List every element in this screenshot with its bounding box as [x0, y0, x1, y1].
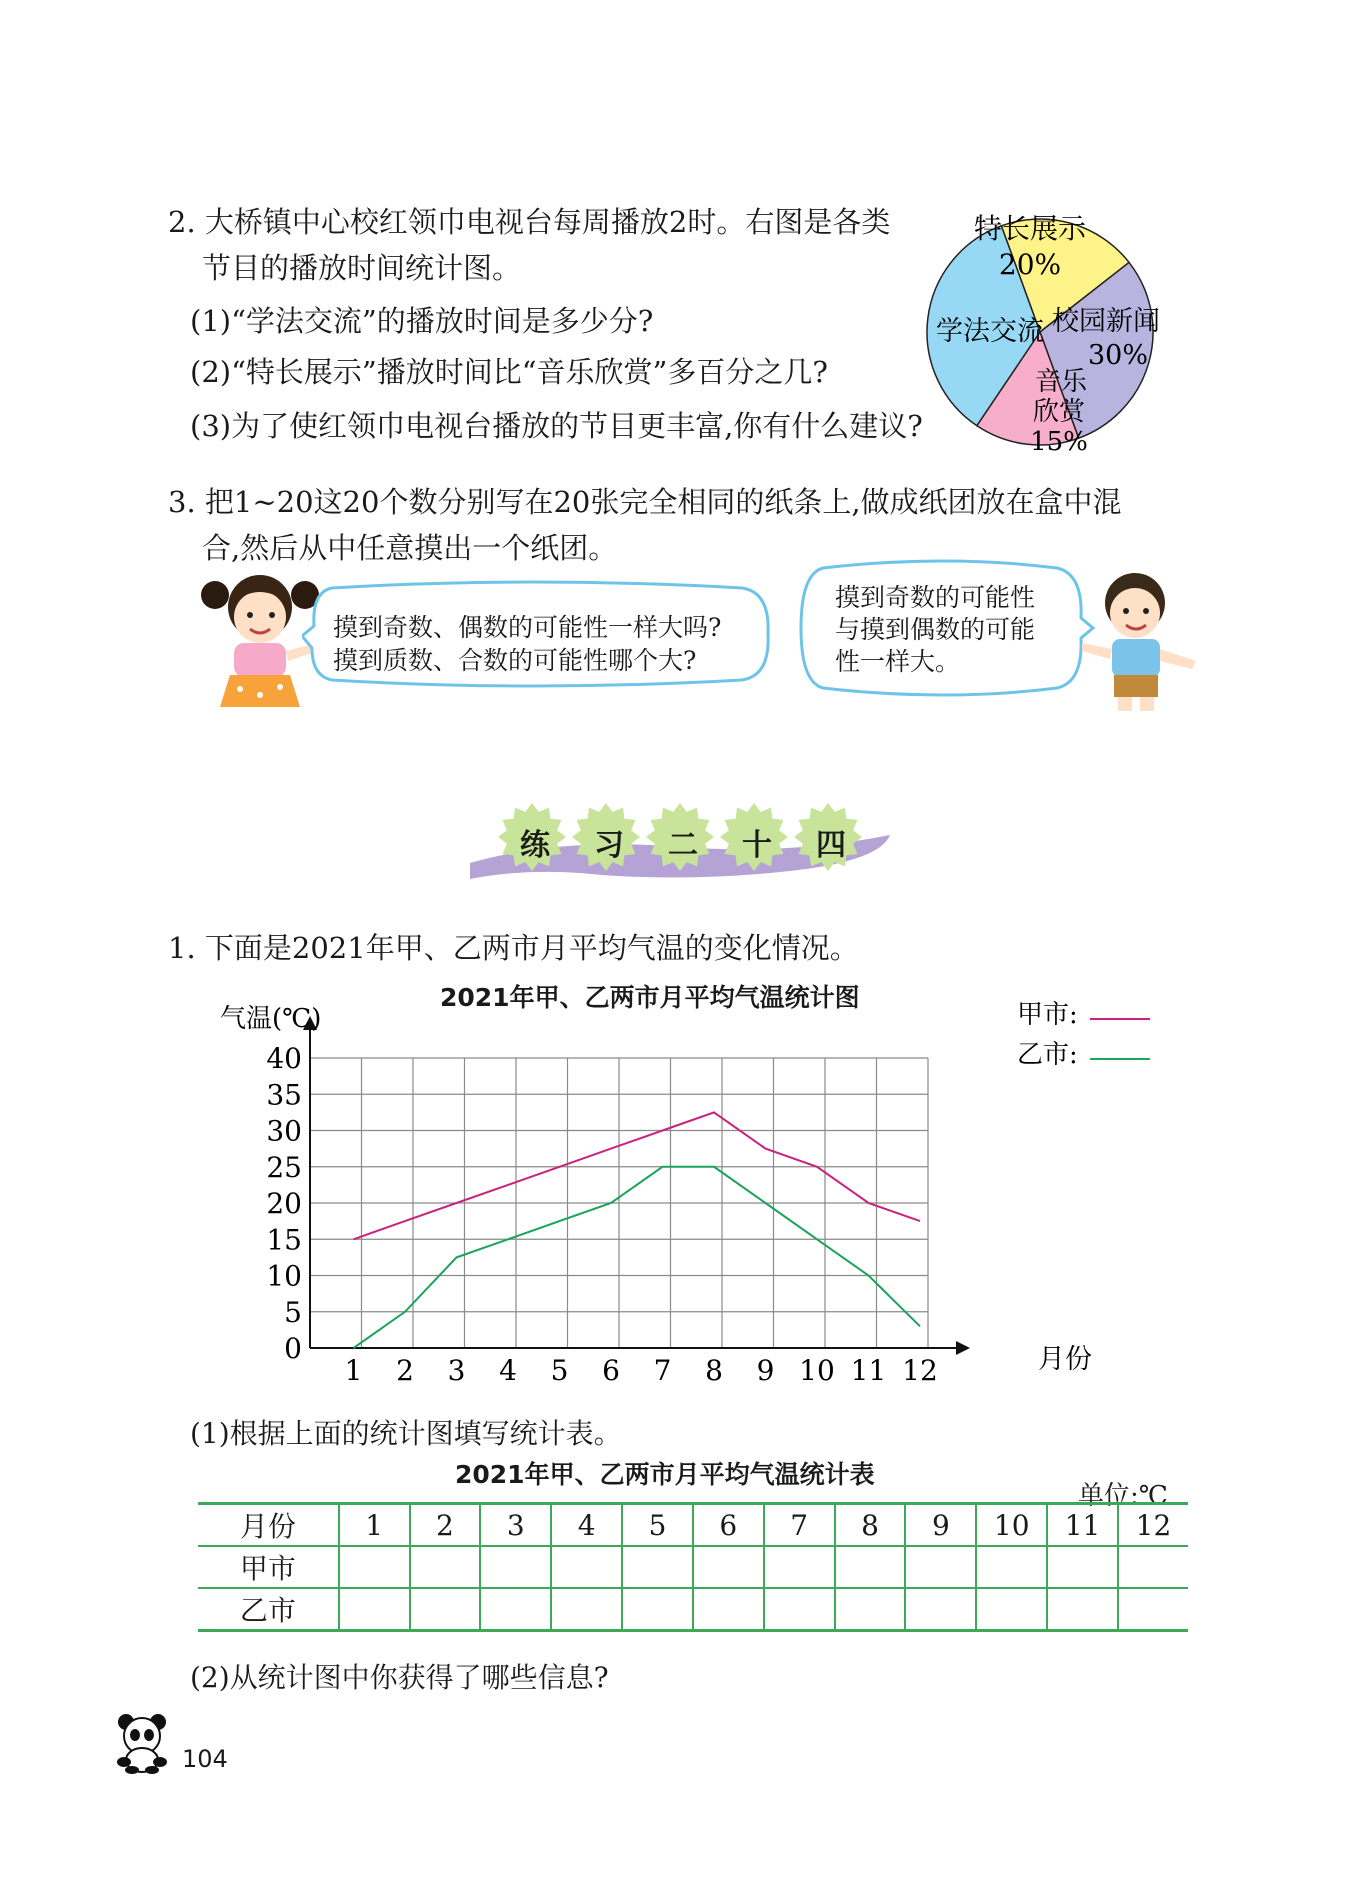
table-cell[interactable] [339, 1546, 410, 1588]
section-title-char-3: 二 [668, 828, 698, 863]
table-cell[interactable] [976, 1588, 1047, 1631]
pie-pct-news: 30% [1087, 340, 1149, 371]
table-month: 8 [835, 1504, 906, 1547]
pie-pct-music: 15% [1030, 427, 1088, 457]
x-tick-label: 4 [499, 1354, 517, 1387]
section-title-char-2: 习 [594, 828, 624, 863]
pie-label-music-2: 欣赏 [1032, 397, 1086, 427]
y-tick-label: 40 [266, 1042, 302, 1075]
table-cell[interactable] [905, 1546, 976, 1588]
problem1-intro: 1. 下面是2021年甲、乙两市月平均气温的变化情况。 [168, 931, 859, 965]
section-title [520, 820, 860, 863]
boy-illustration [1080, 565, 1200, 715]
table-month: 5 [622, 1504, 693, 1547]
series-line [354, 1112, 921, 1239]
y-tick-label: 25 [266, 1150, 302, 1184]
panda-icon [112, 1712, 172, 1774]
table-cell[interactable] [622, 1546, 693, 1588]
x-tick-label: 9 [756, 1354, 775, 1387]
problem2-q1: (1)“学法交流”的播放时间是多少分? [190, 304, 654, 338]
table-month: 11 [1047, 1504, 1118, 1547]
problem1-sub2: (2)从统计图中你获得了哪些信息? [190, 1661, 609, 1694]
legend-label-jia: 甲市: [1017, 1000, 1078, 1030]
table-cell[interactable] [410, 1546, 481, 1588]
table-cell[interactable] [480, 1546, 551, 1588]
table-row-yi [198, 1588, 1188, 1631]
table-cell[interactable] [1047, 1588, 1118, 1631]
table-cell[interactable] [410, 1588, 481, 1631]
pie-pct-talent: 20% [998, 248, 1062, 281]
problem3-line2: 合,然后从中任意摸出一个纸团。 [202, 531, 618, 565]
problem2-q3: (3)为了使红领巾电视台播放的节目更丰富,你有什么建议? [190, 409, 923, 443]
problem3-line1: 3. 把1~20这20个数分别写在20张完全相同的纸条上,做成纸团放在盒中混 [168, 485, 1122, 519]
table-month: 10 [976, 1504, 1047, 1547]
boy-bubble-line1: 摸到奇数的可能性 [835, 583, 1036, 612]
table-month: 7 [764, 1504, 835, 1547]
table-cell[interactable] [480, 1588, 551, 1631]
table-row-label: 甲市 [198, 1546, 339, 1588]
pie-label-news: 校园新闻 [1052, 306, 1160, 337]
problem2-line1: 2. 大桥镇中心校红领巾电视台每周播放2时。右图是各类 [168, 205, 891, 239]
series-line [354, 1167, 921, 1348]
section-title-char-4: 十 [742, 828, 772, 863]
table-header-row [198, 1504, 1188, 1547]
table-title: 2021年甲、乙两市月平均气温统计表 [455, 1460, 875, 1489]
girl-bubble-line1: 摸到奇数、偶数的可能性一样大吗? [333, 613, 722, 642]
pie-label-law: 学法交流 [936, 316, 1044, 347]
table-cell[interactable] [551, 1588, 622, 1631]
table-month: 4 [551, 1504, 622, 1547]
table-cell[interactable] [976, 1546, 1047, 1588]
x-tick-label: 1 [344, 1354, 363, 1387]
x-axis-arrow [956, 1341, 970, 1355]
x-tick-label: 2 [396, 1354, 414, 1387]
table-month: 6 [693, 1504, 764, 1547]
table-row-jia [198, 1546, 1188, 1588]
table-cell[interactable] [764, 1588, 835, 1631]
section-title-char-1: 练 [520, 828, 550, 863]
y-tick-label: 35 [266, 1078, 302, 1112]
x-tick-label: 7 [653, 1354, 672, 1387]
table-row-label: 乙市 [198, 1588, 339, 1631]
table-cell[interactable] [693, 1546, 764, 1588]
boy-bubble-line2: 与摸到偶数的可能 [835, 615, 1036, 644]
y-tick-label: 30 [266, 1114, 302, 1148]
problem2-q2: (2)“特长展示”播放时间比“音乐欣赏”多百分之几? [190, 355, 828, 389]
table-month: 9 [905, 1504, 976, 1547]
problem2-line2: 节目的播放时间统计图。 [202, 251, 522, 285]
y-tick-label: 20 [266, 1187, 302, 1220]
chart-title: 2021年甲、乙两市月平均气温统计图 [440, 983, 860, 1012]
section-title-char-5: 四 [816, 828, 846, 863]
table-cell[interactable] [1118, 1588, 1188, 1631]
table-unit: 单位:℃ [1078, 1481, 1168, 1511]
table-cell[interactable] [693, 1588, 764, 1631]
x-tick-label: 12 [902, 1354, 938, 1387]
pie-label-talent: 特长展示 [973, 212, 1087, 245]
x-tick-label: 5 [550, 1354, 569, 1387]
x-tick-label: 8 [705, 1354, 723, 1387]
table-month: 1 [339, 1504, 410, 1547]
pie-label-music-1: 音乐 [1034, 367, 1088, 397]
x-tick-label: 3 [447, 1354, 466, 1387]
x-tick-label: 10 [799, 1354, 835, 1387]
chart-ylabel: 气温(℃) [220, 1004, 322, 1034]
y-tick-label: 15 [266, 1223, 302, 1257]
table-cell[interactable] [1118, 1546, 1188, 1588]
x-tick-label: 6 [602, 1354, 620, 1387]
program-pie-chart [920, 190, 1160, 475]
table-month: 3 [480, 1504, 551, 1547]
table-cell[interactable] [764, 1546, 835, 1588]
legend-label-yi: 乙市: [1017, 1040, 1078, 1070]
chart-xlabel: 月份 [1038, 1344, 1092, 1375]
temperature-table [198, 1502, 1188, 1632]
table-cell[interactable] [1047, 1546, 1118, 1588]
table-cell[interactable] [622, 1588, 693, 1631]
table-cell[interactable] [905, 1588, 976, 1631]
y-tick-label: 0 [284, 1332, 302, 1365]
temperature-line-chart [220, 995, 1180, 1400]
table-cell[interactable] [835, 1588, 906, 1631]
table-cell[interactable] [339, 1588, 410, 1631]
table-month: 12 [1118, 1504, 1188, 1547]
girl-bubble-line2: 摸到质数、合数的可能性哪个大? [333, 646, 697, 675]
y-tick-label: 5 [284, 1295, 302, 1329]
table-cell[interactable] [835, 1546, 906, 1588]
boy-bubble-line3: 性一样大。 [835, 647, 961, 676]
table-month: 2 [410, 1504, 481, 1547]
table-cell[interactable] [551, 1546, 622, 1588]
page-number: 104 [182, 1745, 228, 1773]
x-tick-label: 11 [850, 1354, 887, 1387]
problem1-sub1: (1)根据上面的统计图填写统计表。 [190, 1417, 622, 1450]
y-tick-label: 10 [266, 1259, 302, 1293]
table-header-label: 月份 [198, 1504, 339, 1547]
